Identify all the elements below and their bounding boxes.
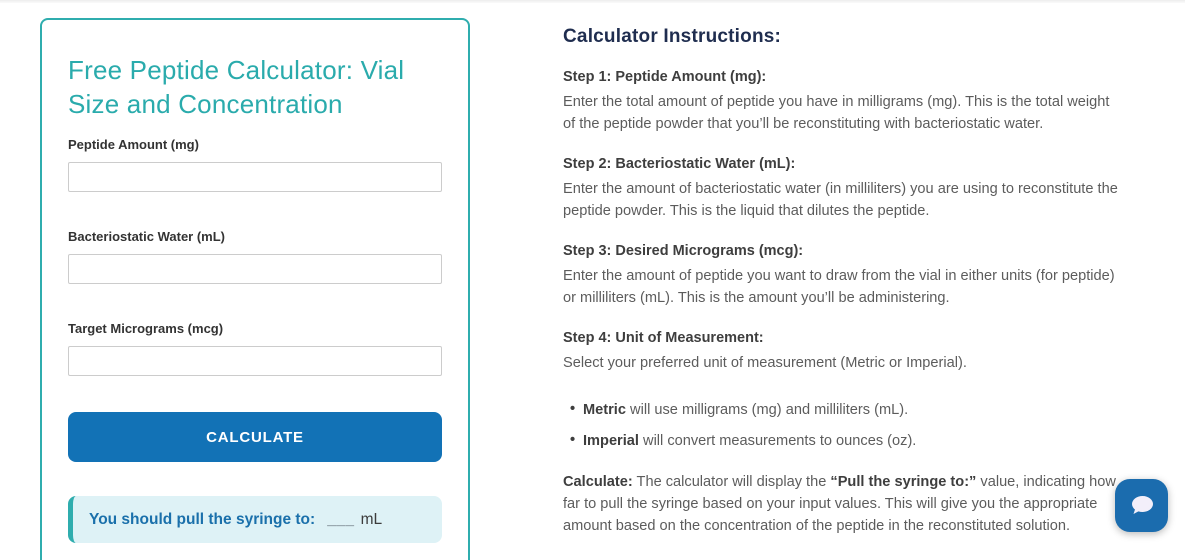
instructions-panel	[563, 26, 1122, 537]
step-1-title: Step 1: Peptide Amount (mg):	[563, 69, 767, 85]
imperial-description: will convert measurements to ounces (oz).	[638, 433, 917, 449]
peptide-amount-label: Peptide Amount (mg)	[68, 137, 199, 152]
page-top-divider	[0, 0, 1185, 3]
calculate-note-quote: “Pull the syringe to:”	[830, 474, 977, 490]
instruction-step-3	[563, 243, 1122, 309]
instruction-step-1	[563, 69, 1122, 135]
field-target-micrograms	[68, 321, 442, 376]
calculate-note	[563, 471, 1122, 537]
bacteriostatic-water-input[interactable]	[68, 254, 442, 284]
metric-description: will use milligrams (mg) and milliliters (mL).	[625, 402, 909, 418]
step-4-title: Step 4: Unit of Measurement:	[563, 330, 764, 346]
target-micrograms-label: Target Micrograms (mcg)	[68, 321, 224, 336]
target-micrograms-input[interactable]	[68, 346, 442, 376]
step-3-body: Enter the amount of peptide you want to draw from the vial in either units (for peptide) or milliliters (mL). This is the amount you’ll be administering.	[563, 268, 1115, 306]
imperial-term: Imperial	[583, 433, 639, 449]
step-1-body: Enter the total amount of peptide you have in milligrams (mg). This is the total weight of the peptide powder that you’ll be reconstituting with bacteriostatic water.	[563, 94, 1110, 132]
calculate-button[interactable]: CALCULATE	[68, 412, 442, 462]
calculate-note-text-2: value, indicating how far to pull the syringe based on your input values. This will give you the appropriate amount based on the concentration of the peptide in the reconstituted solution.	[563, 474, 1116, 534]
result-box	[68, 496, 442, 543]
bullet-icon: •	[570, 432, 576, 448]
calculate-note-lead: Calculate:	[563, 474, 633, 490]
chat-bubble-icon	[1128, 494, 1156, 518]
instructions-heading: Calculator Instructions:	[563, 26, 782, 47]
result-blank-value: ___	[327, 510, 355, 528]
peptide-calculator-card	[40, 18, 470, 560]
field-bacteriostatic-water	[68, 229, 442, 284]
bullet-icon: •	[570, 401, 576, 417]
metric-term: Metric	[583, 402, 626, 418]
bacteriostatic-water-label: Bacteriostatic Water (mL)	[68, 229, 225, 244]
result-label: You should pull the syringe to:	[89, 510, 316, 528]
step-2-title: Step 2: Bacteriostatic Water (mL):	[563, 156, 796, 172]
instruction-step-2	[563, 156, 1122, 222]
calculator-title: Free Peptide Calculator: Vial Size and Concentration	[68, 55, 405, 119]
result-unit: mL	[360, 510, 383, 528]
list-item	[563, 400, 1122, 420]
instruction-step-4	[563, 330, 1122, 374]
peptide-amount-input[interactable]	[68, 162, 442, 192]
step-3-title: Step 3: Desired Micrograms (mcg):	[563, 243, 804, 259]
chat-launcher-button[interactable]	[1115, 479, 1168, 532]
list-item	[563, 431, 1122, 451]
step-2-body: Enter the amount of bacteriostatic water (in milliliters) you are using to reconstitute the peptide powder. This is the liquid that dilutes the peptide.	[563, 181, 1118, 219]
unit-options-list	[563, 400, 1122, 451]
calculate-note-text-1: The calculator will display the	[632, 474, 831, 490]
step-4-body: Select your preferred unit of measurement (Metric or Imperial).	[563, 355, 967, 371]
field-peptide-amount	[68, 137, 442, 192]
